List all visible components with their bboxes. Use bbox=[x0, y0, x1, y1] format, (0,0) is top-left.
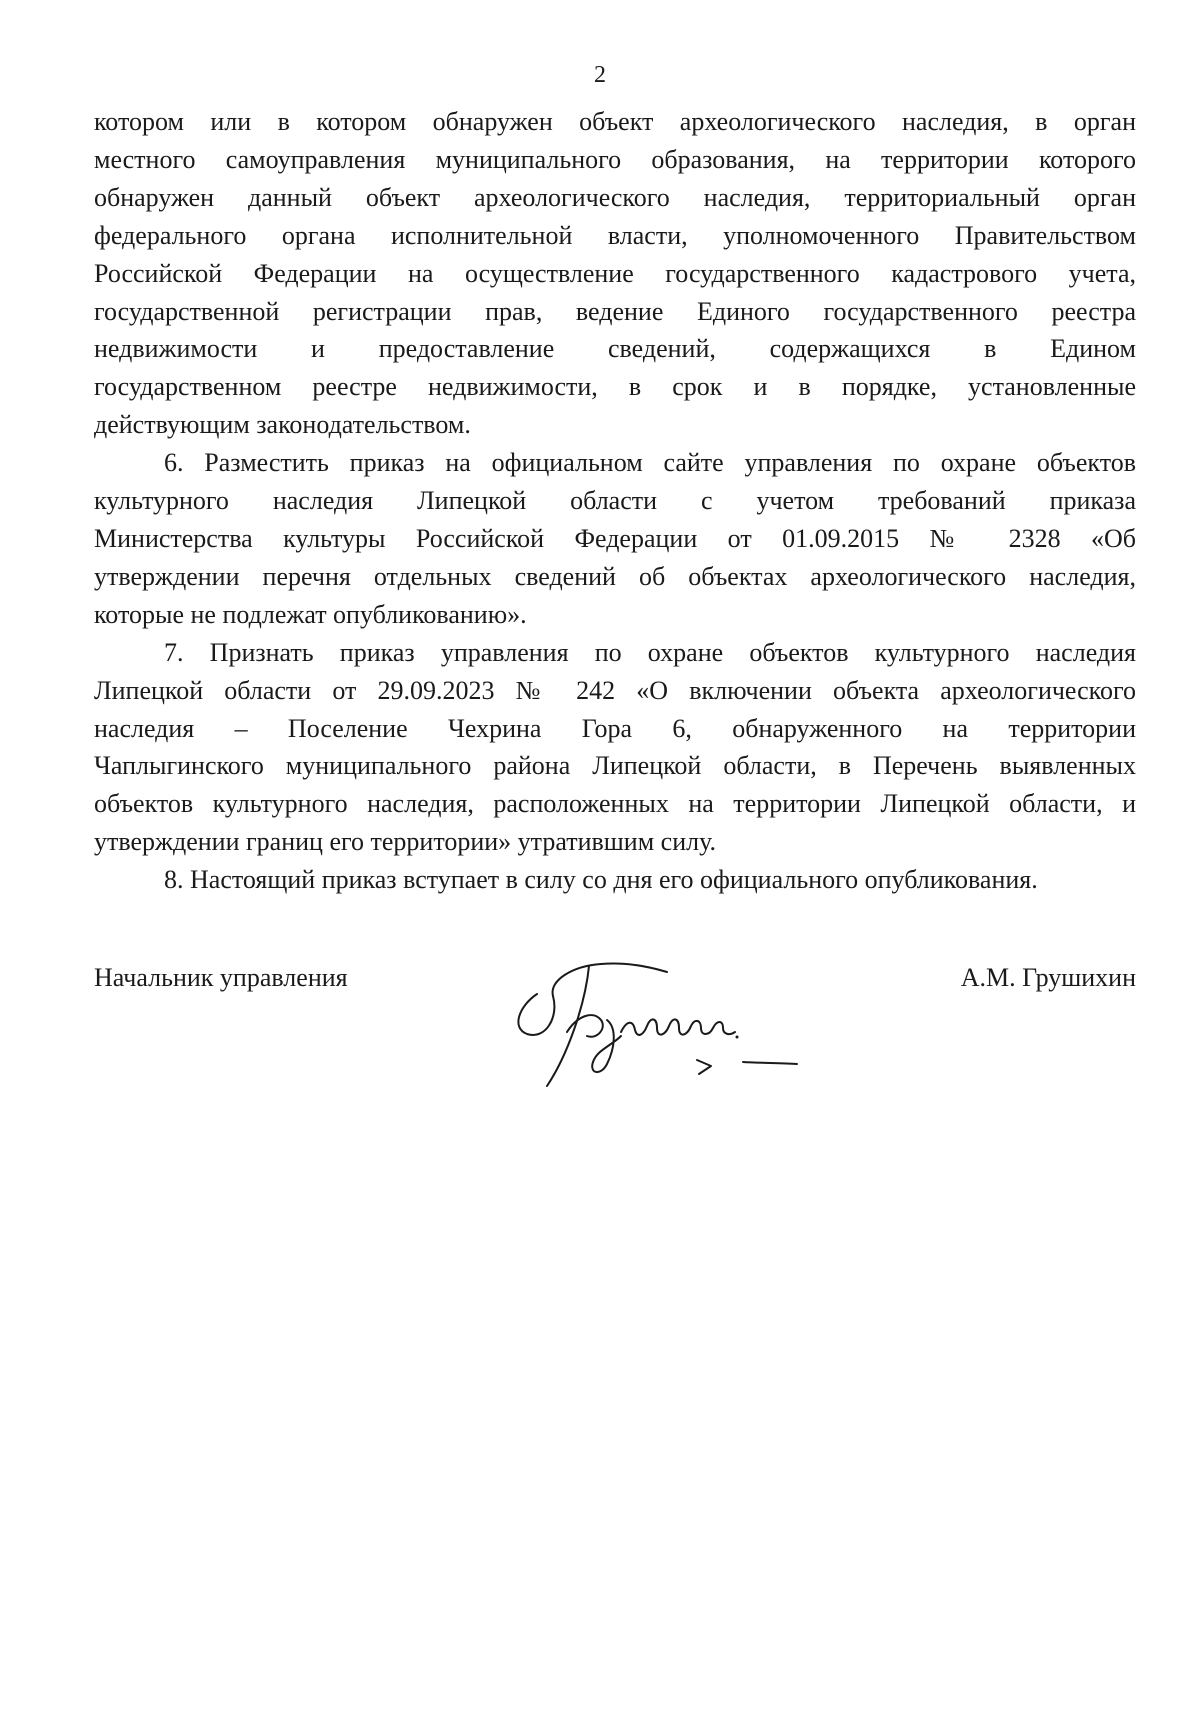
text-line: утверждении границ его территории» утратившим силу. bbox=[94, 827, 716, 857]
text-line: Российской Федерации на осуществление государственного кадастрового учета, bbox=[94, 258, 1136, 288]
signatory-name: А.М. Грушихин bbox=[960, 963, 1136, 992]
text-line: 7. Признать приказ управления по охране объектов культурного наследия bbox=[164, 637, 1136, 667]
text-line: которые не подлежат опубликованию». bbox=[94, 599, 527, 629]
text-line: Чаплыгинского муниципального района Липецкой области, в Перечень выявленных bbox=[94, 751, 1136, 781]
text-line: котором или в котором обнаружен объект археологического наследия, в орган bbox=[94, 107, 1136, 136]
text-line: федерального органа исполнительной власти, уполномоченного Правительством bbox=[94, 220, 1136, 250]
paragraph-item-7 bbox=[94, 634, 1136, 861]
text-line: Министерства культуры Российской Федерации от 01.09.2015 № 2328 «Об bbox=[94, 523, 1136, 553]
signature-block bbox=[94, 960, 1136, 1100]
handwritten-signature bbox=[497, 936, 857, 1096]
text-line: утверждении перечня отдельных сведений об объектах археологического наследия, bbox=[94, 561, 1136, 591]
signatory-position: Начальник управления bbox=[94, 963, 348, 992]
text-line: культурного наследия Липецкой области с учетом требований приказа bbox=[94, 486, 1136, 516]
text-line: недвижимости и предоставление сведений, содержащихся в Едином bbox=[94, 334, 1136, 364]
text-line: наследия – Поселение Чехрина Гора 6, обнаруженного на территории bbox=[94, 713, 1136, 743]
paragraph-item-8 bbox=[94, 861, 1136, 899]
text-line: объектов культурного наследия, расположенных на территории Липецкой области, и bbox=[94, 789, 1136, 819]
text-line: государственном реестре недвижимости, в срок и в порядке, установленные bbox=[94, 372, 1136, 402]
text-line: 8. Настоящий приказ вступает в силу со дня его официального опубликования. bbox=[164, 865, 1038, 895]
text-line: государственной регистрации прав, ведение Единого государственного реестра bbox=[94, 296, 1136, 326]
text-line: обнаружен данный объект археологического наследия, территориальный орган bbox=[94, 182, 1136, 212]
paragraph-item-6 bbox=[94, 444, 1136, 634]
text-line: местного самоуправления муниципального образования, на территории которого bbox=[94, 144, 1136, 174]
page-number: 2 bbox=[594, 62, 606, 88]
document-body bbox=[94, 103, 1136, 899]
paragraph-continuation bbox=[94, 103, 1136, 444]
text-line: 6. Разместить приказ на официальном сайте управления по охране объектов bbox=[164, 448, 1136, 478]
text-line: Липецкой области от 29.09.2023 № 242 «О включении объекта археологического bbox=[94, 675, 1136, 705]
text-line: действующим законодательством. bbox=[94, 410, 471, 440]
